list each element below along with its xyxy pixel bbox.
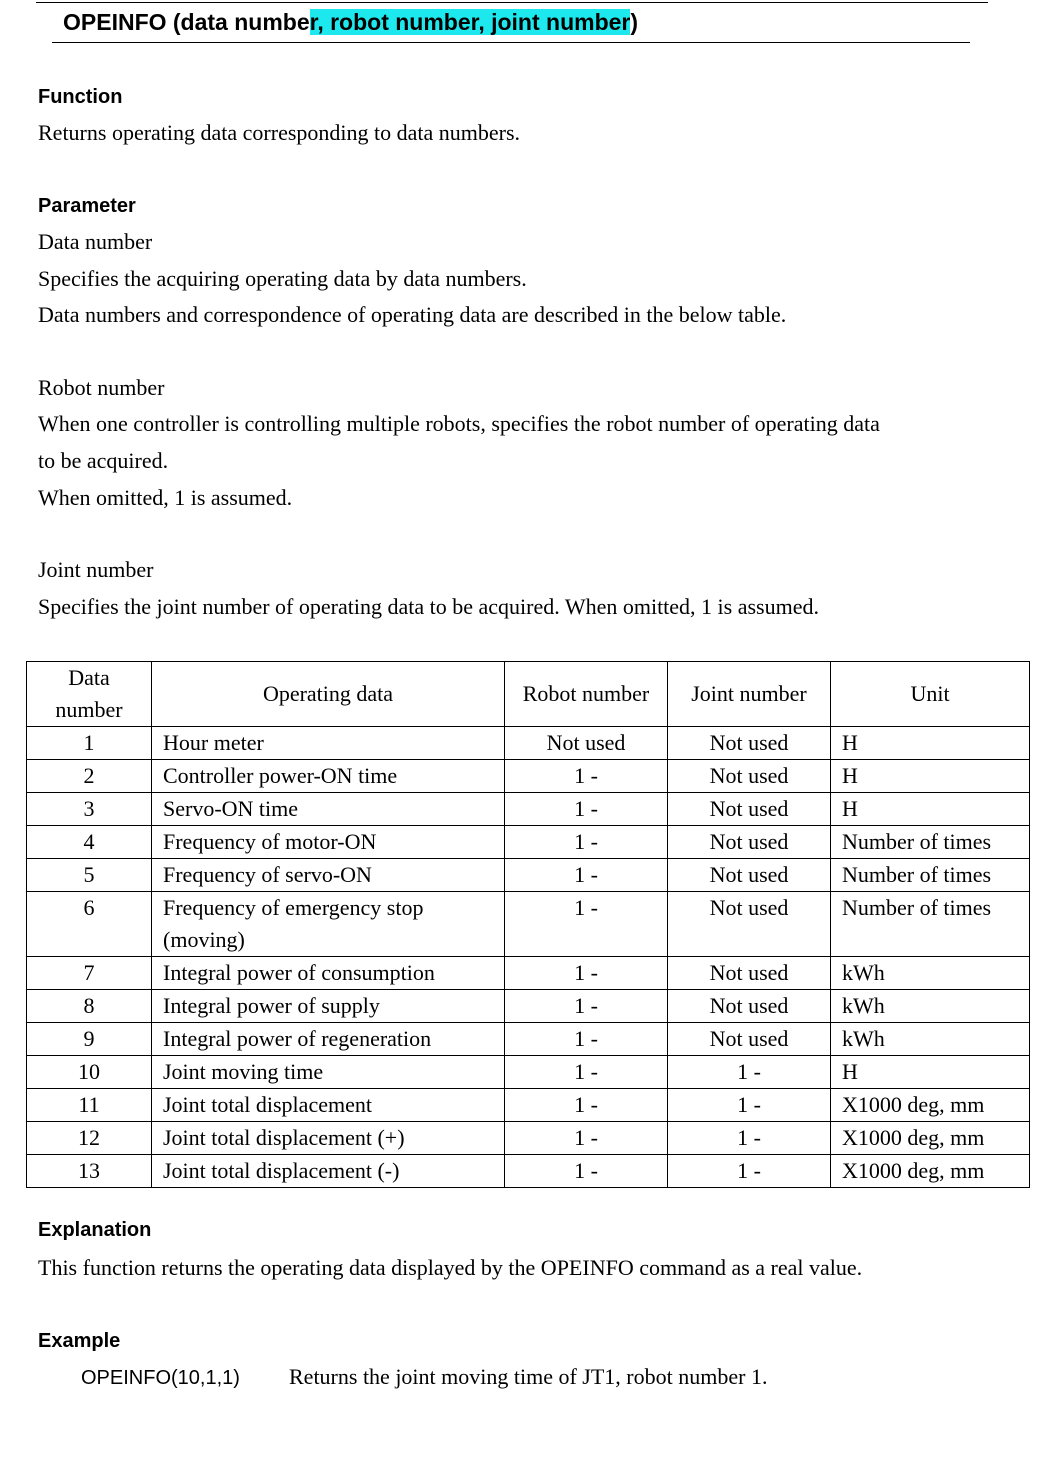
function-heading: Function: [38, 86, 123, 108]
table-row: 12 Joint total displacement (+) 1 - 1 - X1000 deg, mm: [27, 1122, 1030, 1155]
table-row: 5 Frequency of servo-ON 1 - Not used Number of times: [27, 859, 1030, 892]
operating-data-table: [26, 661, 1030, 1188]
robot-number-label: Robot number: [38, 375, 165, 400]
example-description: Returns the joint moving time of JT1, robot number 1.: [289, 1364, 768, 1389]
title-highlight: r, robot number, joint number: [309, 9, 631, 35]
header-joint-number: Joint number: [668, 662, 831, 727]
header-operating-data: Operating data: [152, 662, 505, 727]
table-row: 10 Joint moving time 1 - 1 - H: [27, 1056, 1030, 1089]
table-header-row: [27, 662, 1030, 727]
table-row: 4 Frequency of motor-ON 1 - Not used Number of times: [27, 826, 1030, 859]
function-text: Returns operating data corresponding to data numbers.: [38, 120, 521, 145]
joint-number-label: Joint number: [38, 557, 154, 582]
title-suffix: ): [630, 9, 639, 35]
explanation-text: This function returns the operating data displayed by the OPEINFO command as a real value.: [38, 1255, 863, 1280]
table-row: 9 Integral power of regeneration 1 - Not used kWh: [27, 1023, 1030, 1056]
table-row: 6 Frequency of emergency stop (moving) 1 - Not used Number of times: [27, 892, 1030, 957]
example-heading: Example: [38, 1330, 121, 1352]
robot-number-line3: When omitted, 1 is assumed.: [38, 485, 293, 510]
header-robot-number: Robot number: [505, 662, 668, 727]
title-prefix: OPEINFO (data numbe: [63, 9, 310, 35]
table-row: 1 Hour meter Not used Not used H: [27, 727, 1030, 760]
table-row: 7 Integral power of consumption 1 - Not used kWh: [27, 957, 1030, 990]
table-row: 3 Servo-ON time 1 - Not used H: [27, 793, 1030, 826]
data-number-label: Data number: [38, 229, 153, 254]
header-unit: Unit: [831, 662, 1030, 727]
page-title: [63, 6, 638, 38]
robot-number-line1: When one controller is controlling multiple robots, specifies the robot number of operating data: [38, 411, 880, 436]
data-number-line2: Data numbers and correspondence of operating data are described in the below table.: [38, 302, 787, 327]
explanation-heading: Explanation: [38, 1219, 152, 1241]
top-rule: [36, 2, 988, 3]
table-row: 11 Joint total displacement 1 - 1 - X1000 deg, mm: [27, 1089, 1030, 1122]
title-rule: [52, 42, 970, 43]
table-row: 13 Joint total displacement (-) 1 - 1 - X1000 deg, mm: [27, 1155, 1030, 1188]
joint-number-line1: Specifies the joint number of operating data to be acquired. When omitted, 1 is assumed.: [38, 594, 819, 619]
data-number-line1: Specifies the acquiring operating data by data numbers.: [38, 266, 527, 291]
header-data-number: Data number: [27, 662, 152, 727]
table-row: 2 Controller power-ON time 1 - Not used H: [27, 760, 1030, 793]
robot-number-line2: to be acquired.: [38, 448, 169, 473]
table-row: 8 Integral power of supply 1 - Not used kWh: [27, 990, 1030, 1023]
example-code: OPEINFO(10,1,1): [81, 1367, 240, 1389]
parameter-heading: Parameter: [38, 195, 136, 217]
